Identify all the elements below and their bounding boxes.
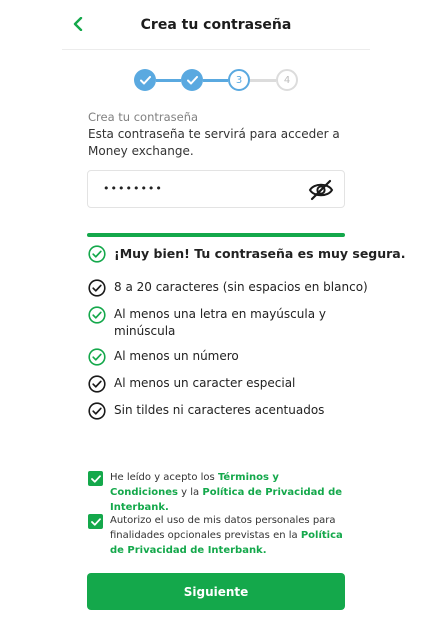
step-4: 4 [276,69,298,91]
eye-off-icon [308,178,334,202]
check-icon [187,76,198,85]
checkmark-icon [91,475,101,483]
check-icon [140,76,151,85]
rule-text: Al menos un número [114,349,239,363]
check-circle-green-icon [88,306,106,324]
strength-message: ¡Muy bien! Tu contraseña es muy segura. [114,246,406,261]
rule-text: 8 a 20 caracteres (sin espacios en blanco) [114,280,368,294]
password-value: •••••••• [103,182,163,195]
section-description: Esta contraseña te servirá para acceder a Money exchange. [88,127,340,158]
header [62,0,370,50]
privacy-link[interactable]: Política de Privacidad de Interbank. [110,530,343,556]
check-circle-icon [88,375,106,393]
privacy-link[interactable]: Política de Privacidad de Interbank. [110,487,343,513]
next-button[interactable]: Siguiente [87,573,345,610]
terms-prefix: He leído y acepto los [110,472,218,483]
check-circle-icon [88,279,106,297]
data-use-prefix: Autorizo el uso de mis datos personales para finalidades opcionales previstas en la [110,515,336,541]
step-connector [156,79,181,82]
rule-text: Al menos un caracter especial [114,376,296,390]
rule-special [88,375,295,393]
step-connector [203,79,228,82]
terms-consent [88,470,350,515]
check-circle-green-icon [88,245,106,263]
rule-case [88,306,334,340]
page-title: Crea tu contraseña [140,17,292,33]
terms-checkbox[interactable] [88,471,103,486]
rule-text: Al menos una letra en mayúscula y minúscula [114,307,326,338]
data-use-text [110,513,355,558]
rule-length [88,279,368,297]
strength-bar [87,233,345,237]
terms-link[interactable]: Términos y Condiciones [110,472,279,498]
data-use-checkbox[interactable] [88,514,103,529]
data-use-consent [88,513,355,558]
strength-message-row [88,245,406,263]
rule-text: Sin tildes ni caracteres acentuados [114,403,325,417]
check-circle-icon [88,402,106,420]
terms-middle: y la [178,487,203,498]
step-1 [134,69,156,91]
step-3: 3 [228,69,250,91]
checkmark-icon [91,518,101,526]
section-label: Crea tu contraseña [88,110,199,124]
toggle-visibility-button[interactable] [308,178,334,202]
terms-text [110,470,350,515]
progress-stepper [134,69,298,91]
step-2 [181,69,203,91]
step-connector [250,79,276,82]
password-field[interactable] [87,170,345,208]
rule-accents [88,402,324,420]
rule-number [88,348,239,366]
check-circle-green-icon [88,348,106,366]
